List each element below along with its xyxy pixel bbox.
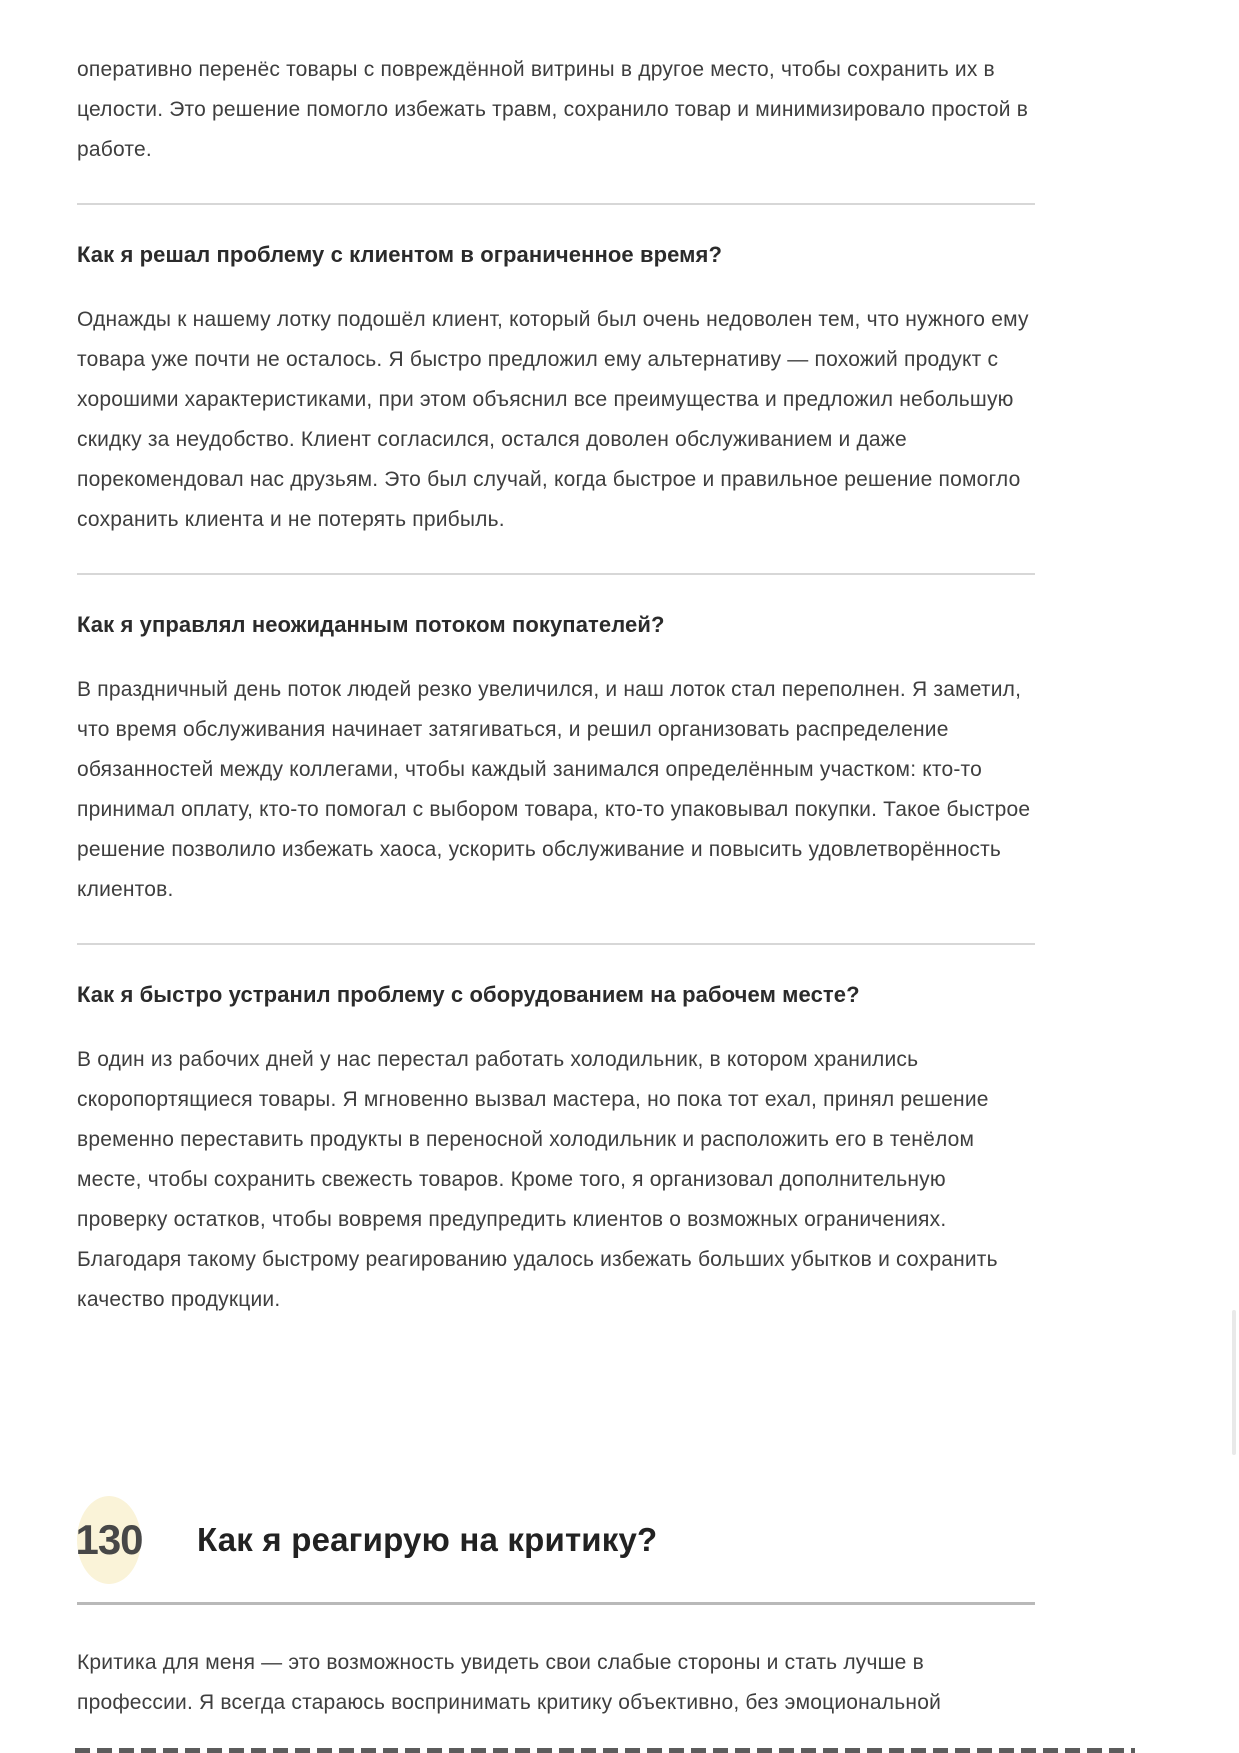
answer-paragraph: В праздничный день поток людей резко увеличился, и наш лоток стал переполнен. Я заметил, что время обслуживания начинает затягиваться, и решил организовать распределение обязанностей между коллегами, чтобы каждый занимался определённым участком: кто-то принимал оплату, кто-то помогал с выбором товара, кто-то упаковывал покупки. Такое быстрое решение позволило избежать хаоса, ускорить обслуживание и повысить удовлетворённость клиентов.	[77, 678, 1031, 901]
chapter-header	[77, 1496, 1035, 1584]
scrollbar-thumb[interactable]	[1232, 1310, 1236, 1455]
answer-paragraph: Однажды к нашему лотку подошёл клиент, который был очень недоволен тем, что нужного ему товара уже почти не осталось. Я быстро предложил ему альтернативу — похожий продукт с хорошими характеристиками, при этом объяснил все преимущества и предложил небольшую скидку за неудобство. Клиент согласился, остался доволен обслуживанием и даже порекомендовал нас друзьям. Это был случай, когда быстрое и правильное решение помогло сохранить клиента и не потерять прибыль.	[77, 308, 1029, 531]
qa-section	[77, 611, 1035, 910]
answer-paragraph: В один из рабочих дней у нас перестал работать холодильник, в котором хранились скоропортящиеся товары. Я мгновенно вызвал мастера, но пока тот ехал, принял решение временно переставить продукты в переносной холодильник и расположить его в тенёлом месте, чтобы сохранить свежесть товаров. Кроме того, я организовал дополнительную проверку остатков, чтобы вовремя предупредить клиентов о возможных ограничениях. Благодаря такому быстрому реагированию удалось избежать больших убытков и сохранить качество продукции.	[77, 1048, 998, 1311]
question-heading: Как я управлял неожиданным потоком покупателей?	[77, 612, 665, 637]
section-divider	[77, 943, 1035, 945]
chapter-body-paragraph: Критика для меня — это возможность увидеть свои слабые стороны и стать лучше в профессии. Я всегда стараюсь воспринимать критику объективно, без эмоциональной	[77, 1651, 942, 1714]
question-heading: Как я быстро устранил проблему с оборудованием на рабочем месте?	[77, 982, 860, 1007]
clipped-text-line	[75, 1748, 1135, 1753]
chapter-title: Как я реагирую на критику?	[197, 1521, 658, 1558]
chapter-divider	[77, 1602, 1035, 1605]
qa-section	[77, 241, 1035, 540]
chapter-number: 130	[75, 1516, 143, 1563]
intro-paragraph: оперативно перенёс товары с повреждённой витрины в другое место, чтобы сохранить их в целости. Это решение помогло избежать травм, сохранило товар и минимизировало простой в работе.	[77, 58, 1029, 161]
chapter-number-badge	[77, 1496, 141, 1584]
question-heading: Как я решал проблему с клиентом в ограниченное время?	[77, 242, 723, 267]
section-divider	[77, 573, 1035, 575]
section-divider	[77, 203, 1035, 205]
qa-section	[77, 981, 1035, 1320]
